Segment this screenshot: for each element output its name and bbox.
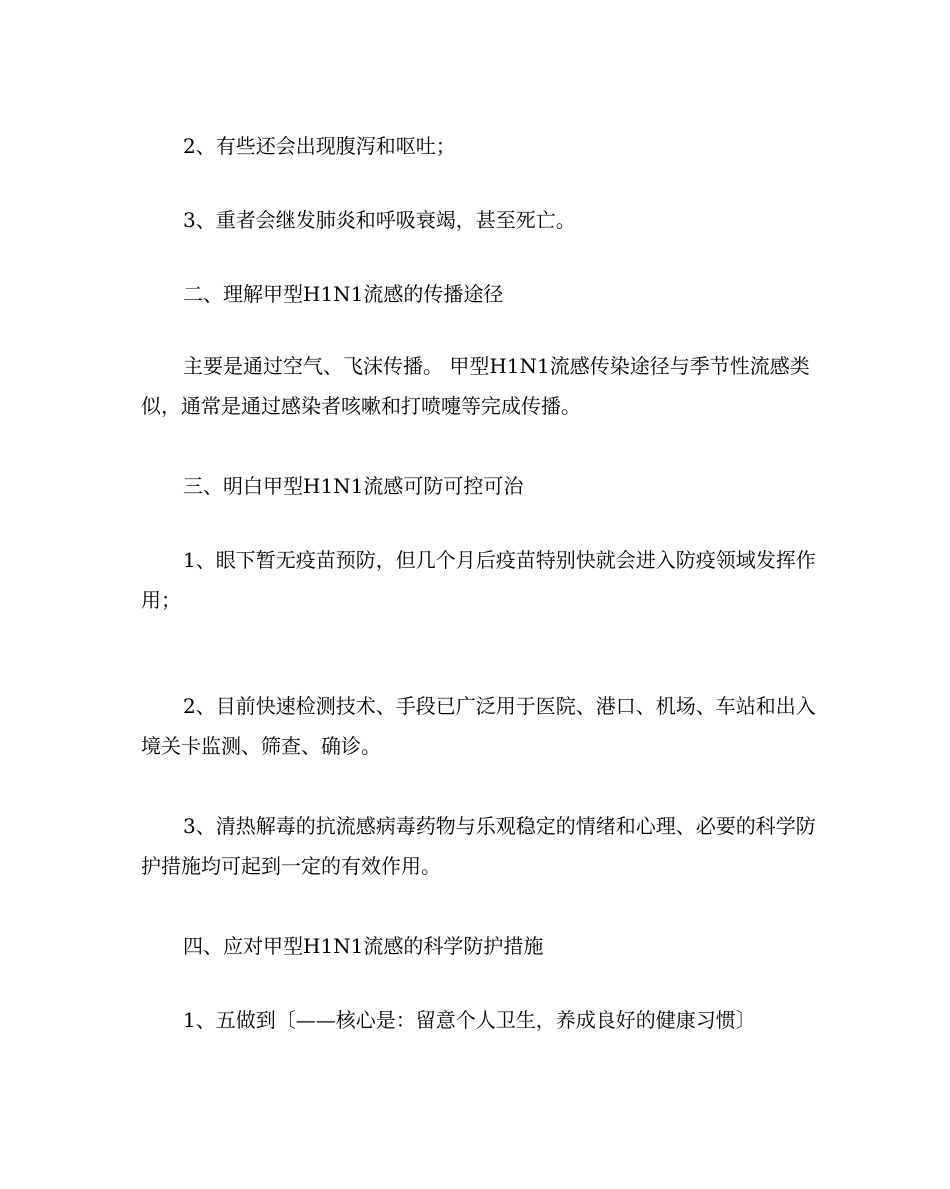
paragraph-symptom-3: 3、重者会继发肺炎和呼吸衰竭，甚至死亡。 — [183, 208, 576, 232]
paragraph-treatment: 3、清热解毒的抗流感病毒药物与乐观稳定的情绪和心理、必要的科学防护措施均可起到一定的有效作用。 — [141, 814, 816, 878]
paragraph-detection: 2、目前快速检测技术、手段已广泛用于医院、港口、机场、车站和出入境关卡监测、筛查、确诊。 — [141, 694, 816, 758]
heading-transmission: 二、理解甲型H1N1流感的传播途径 — [183, 282, 504, 306]
paragraph-transmission: 主要是通过空气、飞沫传播。 甲型H1N1流感传染途径与季节性流感类似，通常是通过感染者咳嗽和打喷嚏等完成传播。 — [141, 354, 810, 418]
paragraph-symptom-2: 2、有些还会出现腹泻和呕吐； — [183, 134, 456, 158]
heading-protection: 四、应对甲型H1N1流感的科学防护措施 — [183, 934, 544, 958]
paragraph-five-dos: 1、五做到〔——核心是：留意个人卫生，养成良好的健康习惯〕 — [183, 1008, 756, 1032]
paragraph-vaccine: 1、眼下暂无疫苗预防，但几个月后疫苗特别快就会进入防疫领域发挥作用； — [141, 548, 816, 612]
heading-preventable: 三、明白甲型H1N1流感可防可控可治 — [183, 474, 524, 498]
